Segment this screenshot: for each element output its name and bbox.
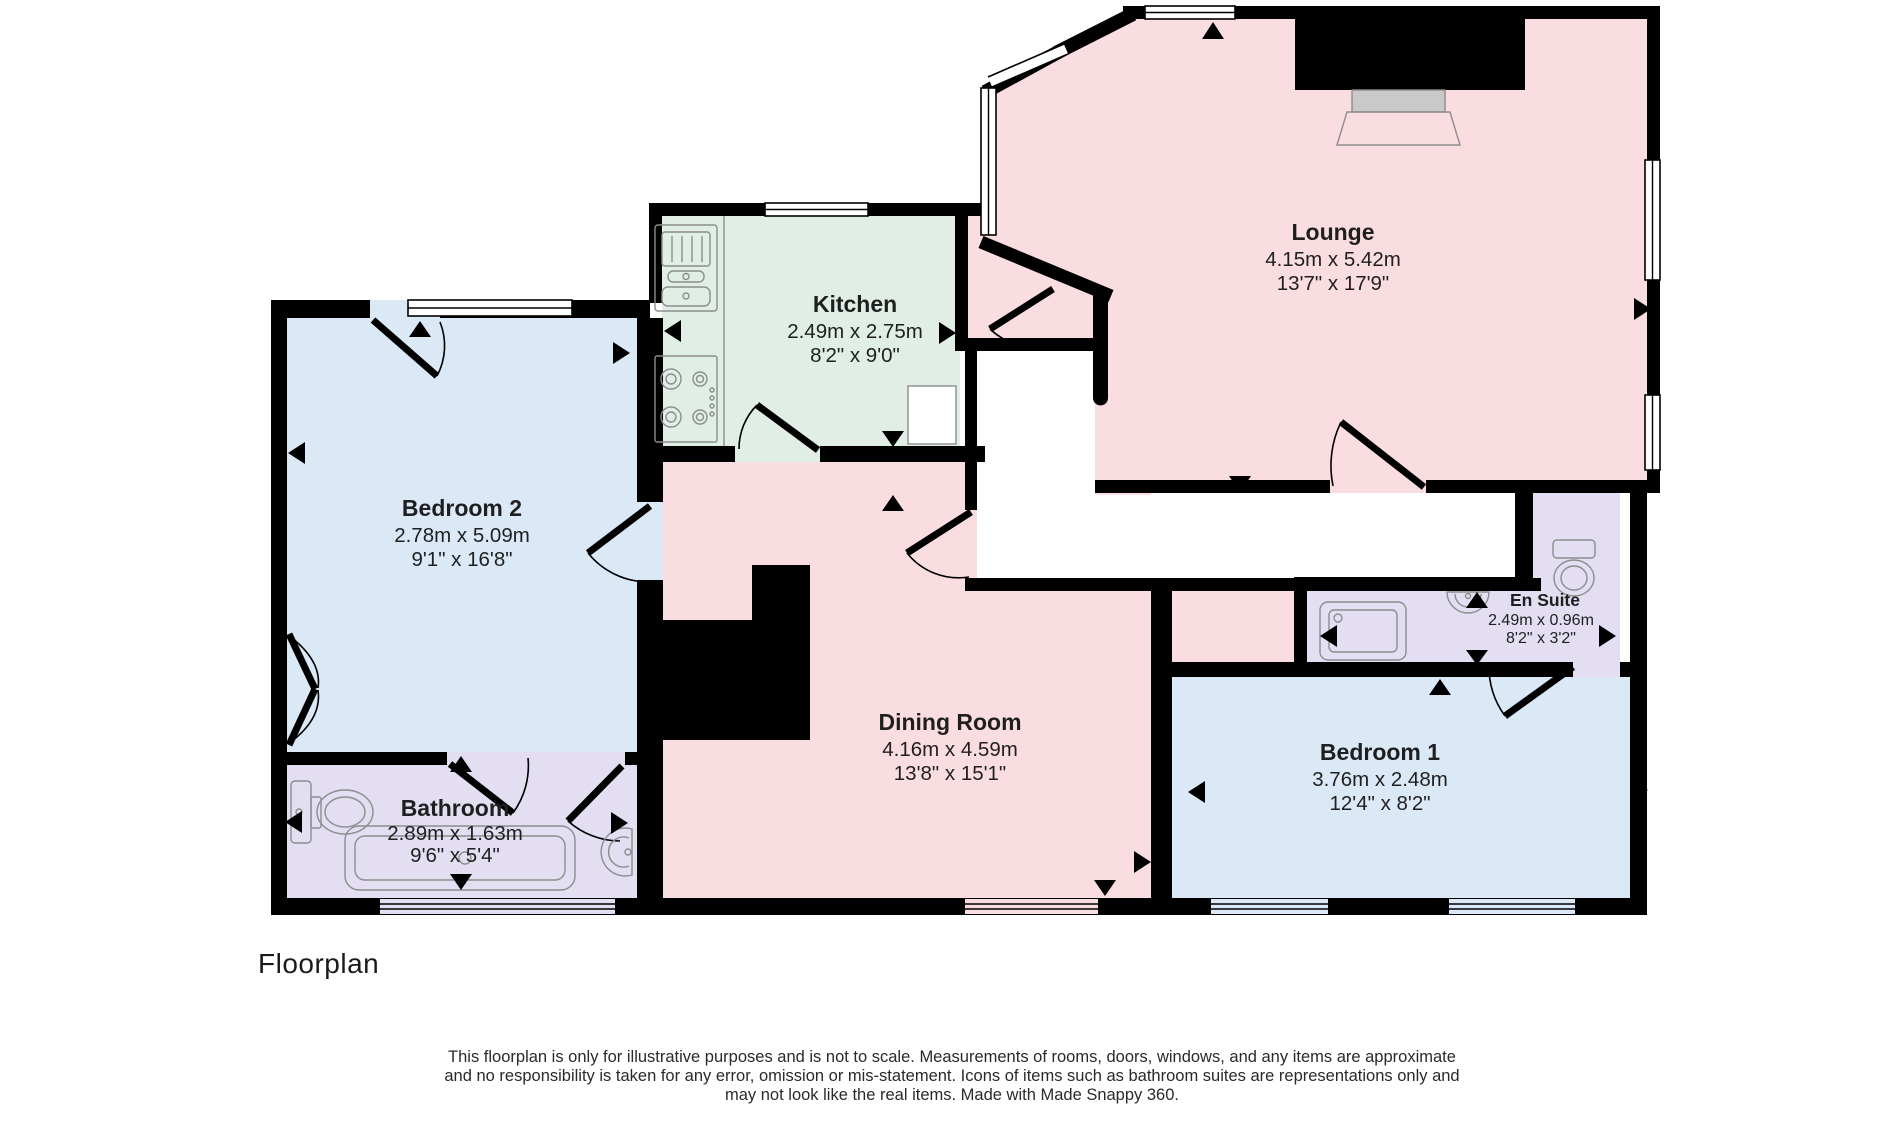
- disclaimer-line: This floorplan is only for illustrative purposes and is not to scale. Measurements of rooms, doors, windows, and any items are approximate: [448, 1048, 1456, 1066]
- disclaimer-line: and no responsibility is taken for any error, omission or mis-statement. Icons of items such as bathroom suites are representations only and: [444, 1067, 1460, 1085]
- ensuite-nook-floor: [1533, 493, 1620, 590]
- door-gap: [1573, 662, 1620, 677]
- dining-name: Dining Room: [878, 709, 1022, 735]
- door-gap: [735, 446, 820, 462]
- dining-metric: 4.16m x 4.59m: [882, 738, 1018, 761]
- storage-mass: [752, 565, 810, 623]
- kitchen-unit: [908, 386, 956, 444]
- bedroom1-imperial: 12'4" x 8'2": [1329, 792, 1431, 815]
- lounge-name: Lounge: [1291, 219, 1375, 245]
- wall-piece: [284, 752, 447, 765]
- lounge-imperial: 13'7" x 17'9": [1276, 272, 1390, 295]
- wall-segment: [1630, 493, 1647, 913]
- bedroom2-name: Bedroom 2: [401, 495, 523, 521]
- window: [1645, 160, 1660, 280]
- bathroom-imperial: 9'6" x 5'4": [410, 844, 500, 867]
- window-bottom: [1449, 899, 1575, 914]
- wall-piece: [625, 752, 650, 765]
- door-gap: [447, 752, 625, 765]
- window: [408, 300, 572, 316]
- kitchen-imperial: 8'2" x 9'0": [810, 344, 900, 367]
- window: [1145, 6, 1235, 19]
- window-bottom: [965, 899, 1098, 914]
- door-gap: [1330, 480, 1426, 493]
- bathroom-metric: 2.89m x 1.63m: [387, 822, 523, 845]
- wall-segment: [1151, 591, 1172, 898]
- ensuite-metric: 2.49m x 0.96m: [1488, 612, 1594, 629]
- ensuite-imperial: 8'2" x 3'2": [1506, 630, 1576, 647]
- door-gap: [965, 510, 977, 578]
- chimney-breast: [1295, 19, 1525, 90]
- kitchen-name: Kitchen: [812, 291, 898, 317]
- bedroom2-metric: 2.78m x 5.09m: [394, 524, 530, 547]
- lounge-metric: 4.15m x 5.42m: [1265, 248, 1401, 271]
- window: [765, 203, 868, 216]
- wall-cap: [1093, 391, 1108, 406]
- wall-segment: [955, 203, 968, 351]
- corridor-floor: [1172, 591, 1294, 662]
- window-bay-left: [981, 88, 996, 235]
- bedroom1-name: Bedroom 1: [1319, 739, 1441, 765]
- dining-label: [878, 709, 1021, 785]
- wall-segment: [271, 300, 287, 915]
- wall-segment: [1294, 577, 1533, 590]
- bedroom2-label: [394, 495, 530, 571]
- ensuite-name: En Suite: [1509, 590, 1581, 610]
- window: [1645, 395, 1660, 470]
- wall-segment: [955, 338, 1108, 351]
- window-bottom: [1211, 899, 1328, 914]
- bedroom1-label: [1312, 739, 1448, 815]
- window-bottom: [380, 899, 615, 914]
- wall-segment: [1515, 480, 1533, 591]
- dining-imperial: 13'8" x 15'1": [893, 762, 1007, 785]
- bathroom-name: Bathroom: [400, 795, 510, 821]
- bedroom2-imperial: 9'1" x 16'8": [411, 548, 513, 571]
- kitchen-metric: 2.49m x 2.75m: [787, 320, 923, 343]
- storage-mass: [663, 620, 810, 740]
- wall-segment: [637, 318, 663, 898]
- disclaimer-line: may not look like the real items. Made with Made Snappy 360.: [725, 1086, 1179, 1104]
- floor-title: Floorplan: [258, 948, 380, 979]
- bedroom1-metric: 3.76m x 2.48m: [1312, 768, 1448, 791]
- wall-segment: [1093, 294, 1108, 398]
- disclaimer: [0, 1048, 1904, 1105]
